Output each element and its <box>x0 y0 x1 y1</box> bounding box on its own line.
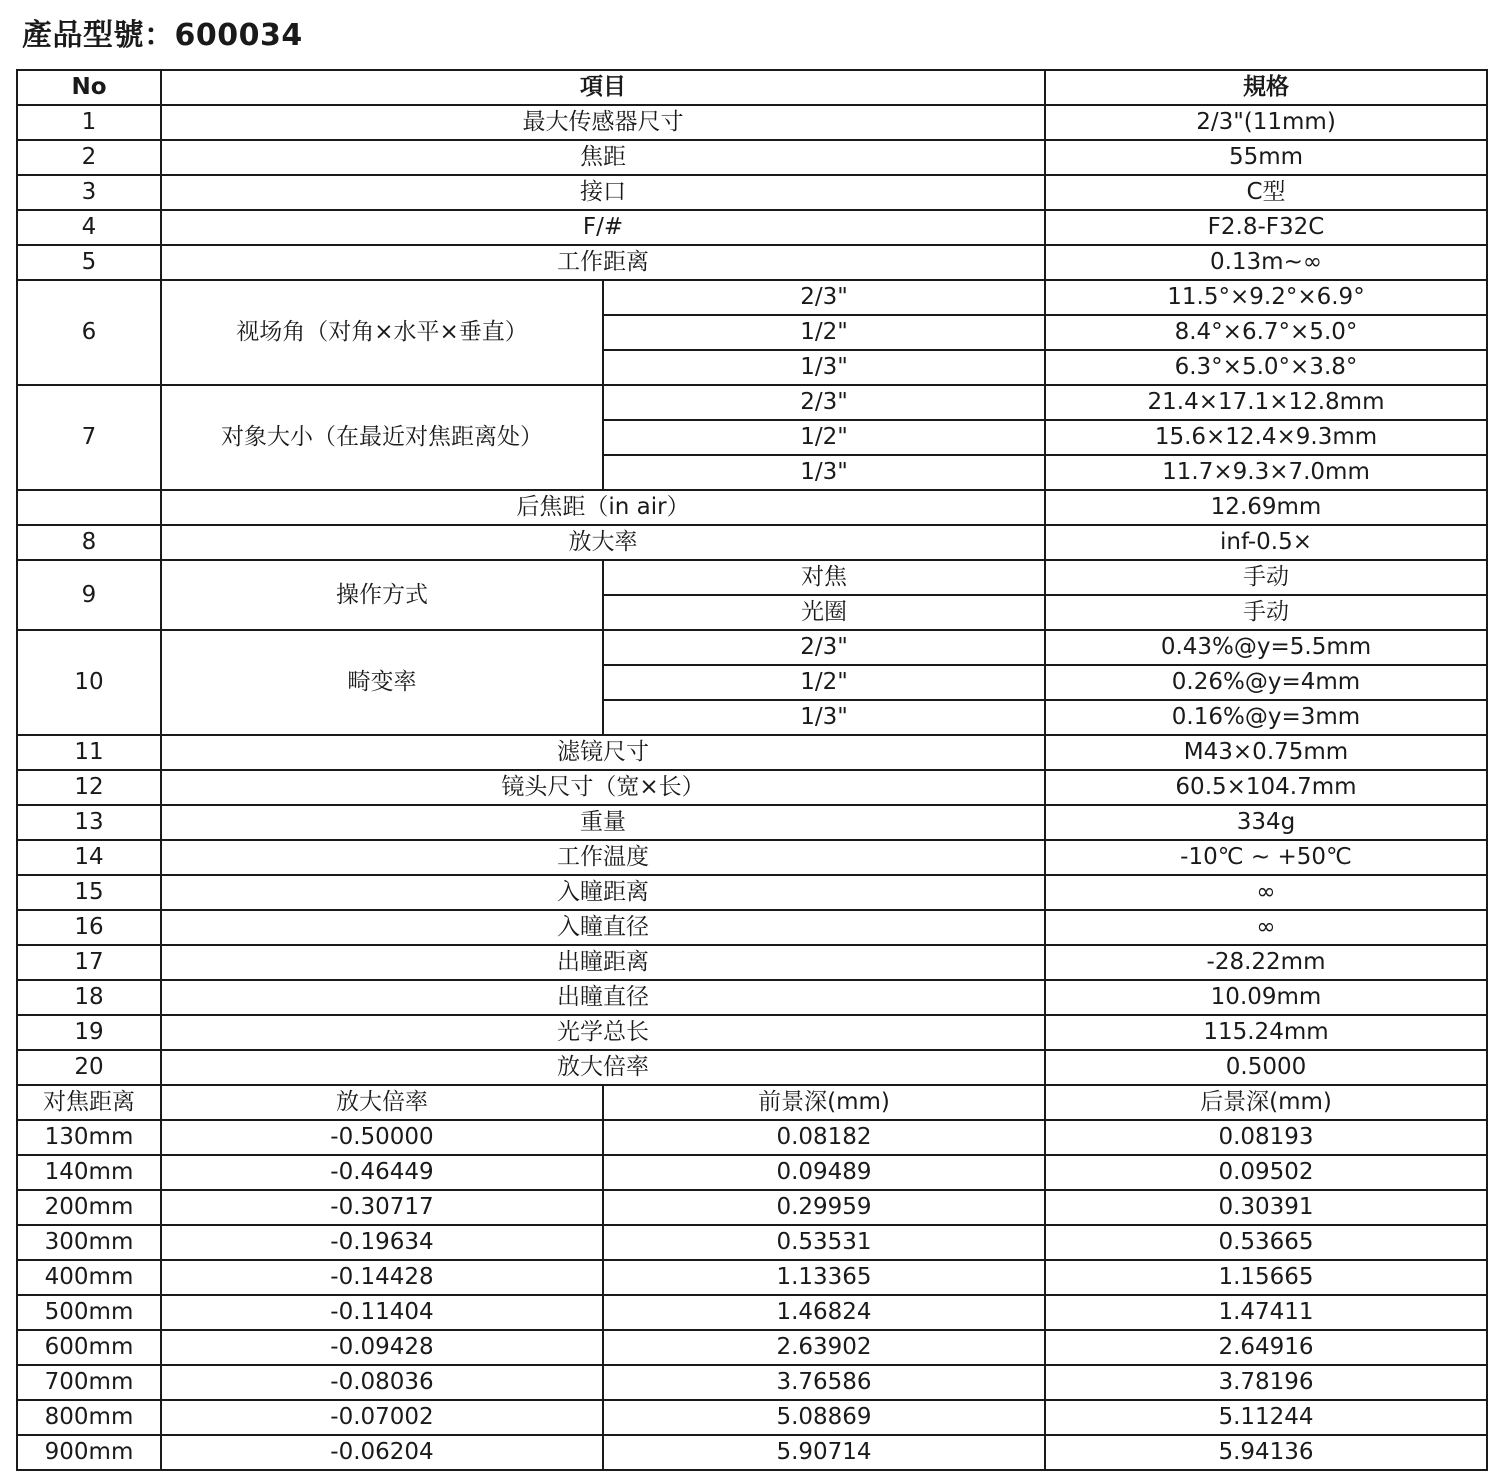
row-spec: 手动 <box>1045 595 1487 630</box>
row-spec: 2/3"(11mm) <box>1045 105 1487 140</box>
dof-row <box>17 1330 1487 1365</box>
dof-back: 0.30391 <box>1045 1190 1487 1225</box>
dof-magnification: -0.08036 <box>161 1365 603 1400</box>
dof-magnification: -0.14428 <box>161 1260 603 1295</box>
dof-row <box>17 1225 1487 1260</box>
row-item: 操作方式 <box>161 560 603 630</box>
row-no: 11 <box>17 735 161 770</box>
row-item: 放大倍率 <box>161 1050 1045 1085</box>
dof-back: 5.11244 <box>1045 1400 1487 1435</box>
row-no: 1 <box>17 105 161 140</box>
row-no: 19 <box>17 1015 161 1050</box>
dof-back: 1.47411 <box>1045 1295 1487 1330</box>
dof-front: 0.29959 <box>603 1190 1045 1225</box>
row-item: 畸变率 <box>161 630 603 735</box>
table-row <box>17 735 1487 770</box>
dof-back: 3.78196 <box>1045 1365 1487 1400</box>
header-spec: 規格 <box>1045 70 1487 105</box>
row-spec: -28.22mm <box>1045 945 1487 980</box>
dof-distance: 400mm <box>17 1260 161 1295</box>
sensor-size: 1/3" <box>603 455 1045 490</box>
row-spec: 11.7×9.3×7.0mm <box>1045 455 1487 490</box>
header-row <box>17 70 1487 105</box>
dof-magnification: -0.19634 <box>161 1225 603 1260</box>
table-row <box>17 910 1487 945</box>
sensor-size: 1/2" <box>603 420 1045 455</box>
row-item: 工作距离 <box>161 245 1045 280</box>
table-row <box>17 1015 1487 1050</box>
sensor-size: 1/2" <box>603 665 1045 700</box>
dof-row <box>17 1435 1487 1470</box>
row-no: 3 <box>17 175 161 210</box>
dof-magnification: -0.07002 <box>161 1400 603 1435</box>
row-spec: 0.16%@y=3mm <box>1045 700 1487 735</box>
row-spec: M43×0.75mm <box>1045 735 1487 770</box>
table-row <box>17 490 1487 525</box>
row-spec: 6.3°×5.0°×3.8° <box>1045 350 1487 385</box>
table-row <box>17 105 1487 140</box>
row-no: 2 <box>17 140 161 175</box>
row-spec: 手动 <box>1045 560 1487 595</box>
row-item: 最大传感器尺寸 <box>161 105 1045 140</box>
table-row <box>17 770 1487 805</box>
row-no: 7 <box>17 385 161 490</box>
table-row <box>17 385 1487 420</box>
dof-distance: 140mm <box>17 1155 161 1190</box>
row-no: 16 <box>17 910 161 945</box>
row-spec: inf-0.5× <box>1045 525 1487 560</box>
table-row <box>17 245 1487 280</box>
dof-back: 1.15665 <box>1045 1260 1487 1295</box>
table-row <box>17 210 1487 245</box>
row-item: 视场角（对角×水平×垂直） <box>161 280 603 385</box>
row-item: 对象大小（在最近对焦距离处） <box>161 385 603 490</box>
dof-front: 3.76586 <box>603 1365 1045 1400</box>
header-item: 項目 <box>161 70 1045 105</box>
row-spec: -10℃ ~ +50℃ <box>1045 840 1487 875</box>
dof-distance: 130mm <box>17 1120 161 1155</box>
row-item: 出瞳直径 <box>161 980 1045 1015</box>
header-no: No <box>17 70 161 105</box>
row-item: 出瞳距离 <box>161 945 1045 980</box>
row-no: 4 <box>17 210 161 245</box>
dof-front: 5.08869 <box>603 1400 1045 1435</box>
row-item: 入瞳直径 <box>161 910 1045 945</box>
table-row <box>17 280 1487 315</box>
row-no: 13 <box>17 805 161 840</box>
sensor-size: 1/3" <box>603 700 1045 735</box>
dof-magnification: -0.06204 <box>161 1435 603 1470</box>
row-spec: 10.09mm <box>1045 980 1487 1015</box>
dof-row <box>17 1400 1487 1435</box>
sensor-size: 2/3" <box>603 385 1045 420</box>
row-spec: 12.69mm <box>1045 490 1487 525</box>
dof-distance: 600mm <box>17 1330 161 1365</box>
dof-row <box>17 1190 1487 1225</box>
table-row <box>17 980 1487 1015</box>
dof-distance: 200mm <box>17 1190 161 1225</box>
sensor-size: 2/3" <box>603 280 1045 315</box>
row-spec: 15.6×12.4×9.3mm <box>1045 420 1487 455</box>
dof-row <box>17 1120 1487 1155</box>
row-spec: 11.5°×9.2°×6.9° <box>1045 280 1487 315</box>
sensor-size: 1/3" <box>603 350 1045 385</box>
operation-sub: 对焦 <box>603 560 1045 595</box>
row-spec: F2.8-F32C <box>1045 210 1487 245</box>
row-spec: 8.4°×6.7°×5.0° <box>1045 315 1487 350</box>
row-spec: 21.4×17.1×12.8mm <box>1045 385 1487 420</box>
dof-front: 1.13365 <box>603 1260 1045 1295</box>
row-item: 光学总长 <box>161 1015 1045 1050</box>
row-spec: 0.5000 <box>1045 1050 1487 1085</box>
dof-header-row <box>17 1085 1487 1120</box>
dof-row <box>17 1295 1487 1330</box>
row-item: 放大率 <box>161 525 1045 560</box>
dof-back: 2.64916 <box>1045 1330 1487 1365</box>
row-no: 20 <box>17 1050 161 1085</box>
row-spec: C型 <box>1045 175 1487 210</box>
row-spec: ∞ <box>1045 910 1487 945</box>
row-no: 18 <box>17 980 161 1015</box>
row-spec: 115.24mm <box>1045 1015 1487 1050</box>
dof-back: 5.94136 <box>1045 1435 1487 1470</box>
sensor-size: 2/3" <box>603 630 1045 665</box>
row-spec: 0.13m~∞ <box>1045 245 1487 280</box>
row-item: 重量 <box>161 805 1045 840</box>
dof-front: 1.46824 <box>603 1295 1045 1330</box>
dof-magnification: -0.46449 <box>161 1155 603 1190</box>
dof-front: 0.09489 <box>603 1155 1045 1190</box>
row-no: 9 <box>17 560 161 630</box>
dof-magnification: -0.11404 <box>161 1295 603 1330</box>
dof-distance: 800mm <box>17 1400 161 1435</box>
row-item: 后焦距（in air） <box>161 490 1045 525</box>
row-spec: 0.26%@y=4mm <box>1045 665 1487 700</box>
dof-back: 0.08193 <box>1045 1120 1487 1155</box>
dof-header-distance: 对焦距离 <box>17 1085 161 1120</box>
row-no: 6 <box>17 280 161 385</box>
dof-row <box>17 1365 1487 1400</box>
row-no: 5 <box>17 245 161 280</box>
dof-front: 0.53531 <box>603 1225 1045 1260</box>
dof-distance: 500mm <box>17 1295 161 1330</box>
dof-magnification: -0.30717 <box>161 1190 603 1225</box>
spec-table <box>16 69 1488 1471</box>
dof-distance: 300mm <box>17 1225 161 1260</box>
dof-magnification: -0.09428 <box>161 1330 603 1365</box>
row-no <box>17 490 161 525</box>
table-row <box>17 525 1487 560</box>
dof-front: 2.63902 <box>603 1330 1045 1365</box>
dof-distance: 900mm <box>17 1435 161 1470</box>
row-item: F/# <box>161 210 1045 245</box>
sensor-size: 1/2" <box>603 315 1045 350</box>
row-spec: 334g <box>1045 805 1487 840</box>
dof-front: 0.08182 <box>603 1120 1045 1155</box>
row-spec: ∞ <box>1045 875 1487 910</box>
dof-header-front: 前景深(mm) <box>603 1085 1045 1120</box>
table-row <box>17 805 1487 840</box>
row-no: 10 <box>17 630 161 735</box>
table-row <box>17 630 1487 665</box>
row-item: 镜头尺寸（宽×长） <box>161 770 1045 805</box>
dof-back: 0.09502 <box>1045 1155 1487 1190</box>
row-no: 14 <box>17 840 161 875</box>
row-item: 接口 <box>161 175 1045 210</box>
dof-back: 0.53665 <box>1045 1225 1487 1260</box>
row-item: 工作温度 <box>161 840 1045 875</box>
row-item: 滤镜尺寸 <box>161 735 1045 770</box>
row-spec: 55mm <box>1045 140 1487 175</box>
dof-row <box>17 1155 1487 1190</box>
table-row <box>17 1050 1487 1085</box>
row-item: 入瞳距离 <box>161 875 1045 910</box>
dof-header-back: 后景深(mm) <box>1045 1085 1487 1120</box>
operation-sub: 光圈 <box>603 595 1045 630</box>
row-spec: 60.5×104.7mm <box>1045 770 1487 805</box>
row-no: 17 <box>17 945 161 980</box>
table-row <box>17 840 1487 875</box>
row-item: 焦距 <box>161 140 1045 175</box>
table-row <box>17 945 1487 980</box>
row-no: 8 <box>17 525 161 560</box>
page-title: 產品型號：600034 <box>22 18 303 53</box>
dof-row <box>17 1260 1487 1295</box>
table-row <box>17 140 1487 175</box>
row-spec: 0.43%@y=5.5mm <box>1045 630 1487 665</box>
table-row <box>17 175 1487 210</box>
dof-magnification: -0.50000 <box>161 1120 603 1155</box>
row-no: 15 <box>17 875 161 910</box>
table-row <box>17 875 1487 910</box>
dof-header-magnification: 放大倍率 <box>161 1085 603 1120</box>
table-row <box>17 560 1487 595</box>
dof-front: 5.90714 <box>603 1435 1045 1470</box>
row-no: 12 <box>17 770 161 805</box>
dof-distance: 700mm <box>17 1365 161 1400</box>
